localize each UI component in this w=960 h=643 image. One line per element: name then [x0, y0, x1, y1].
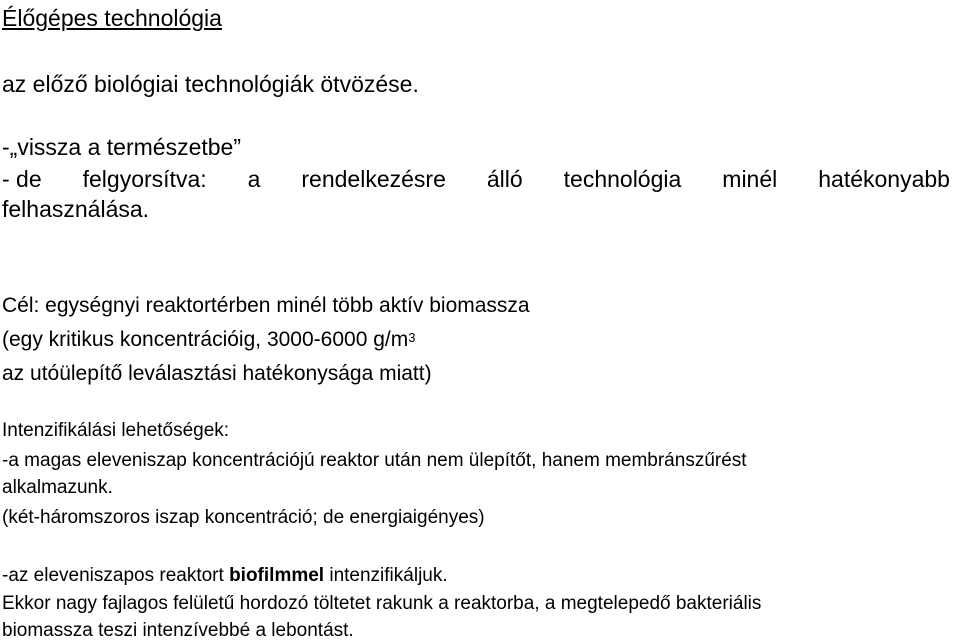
- intensify-item-2: [2, 564, 448, 588]
- intensify-item-2-detail-cont: biomassza teszi intenzívebbé a lebontást.: [2, 620, 354, 641]
- point-2-line: [2, 165, 950, 193]
- point-2-word: hatékonyabb: [818, 166, 950, 192]
- goal-line-1: Cél: egységnyi reaktortérben minél több aktív biomassza: [2, 294, 530, 317]
- point-1: -„vissza a természetbe”: [2, 134, 242, 160]
- point-2-word: - de: [2, 166, 42, 192]
- point-2-word: a: [247, 166, 261, 192]
- intro-line: az előző biológiai technológiák ötvözése.: [2, 71, 419, 97]
- point-2-word: rendelkezésre: [301, 166, 446, 192]
- goal-line-2-text: (egy kritikus koncentrációig, 3000-6000 g/m: [2, 328, 409, 351]
- document-heading: Élőgépes technológia: [2, 5, 222, 31]
- intensify-title: Intenzifikálási lehetőségek:: [2, 420, 230, 441]
- goal-line-2: [2, 327, 415, 353]
- intensify-item-1-cont: alkalmazunk.: [2, 477, 113, 498]
- point-2-word: minél: [722, 166, 778, 192]
- goal-line-3: az utóülepítő leválasztási hatékonysága miatt): [2, 362, 432, 385]
- intensify-item-2-detail: Ekkor nagy fajlagos felületű hordozó töltetet rakunk a reaktorba, a megtelepedő bakteriális: [2, 593, 762, 614]
- intensify-item-1: -a magas eleveniszap koncentrációjú reaktor után nem ülepítőt, hanem membránszűrést: [2, 450, 747, 471]
- point-2-continuation: felhasználása.: [2, 196, 150, 222]
- point-2-word: felgyorsítva:: [82, 166, 207, 192]
- intensify-item-1-note: (két-háromszoros iszap koncentráció; de energiaigényes): [2, 507, 485, 528]
- point-2-word: technológia: [563, 166, 682, 192]
- unit-superscript: 3: [408, 330, 416, 345]
- intensify-item-2-bold: biofilmmel: [229, 565, 325, 586]
- point-2-word: álló: [486, 166, 523, 192]
- intensify-item-2-pre: -az eleveniszapos reaktort: [2, 565, 230, 586]
- intensify-item-2-post: intenzifikáljuk.: [324, 565, 448, 586]
